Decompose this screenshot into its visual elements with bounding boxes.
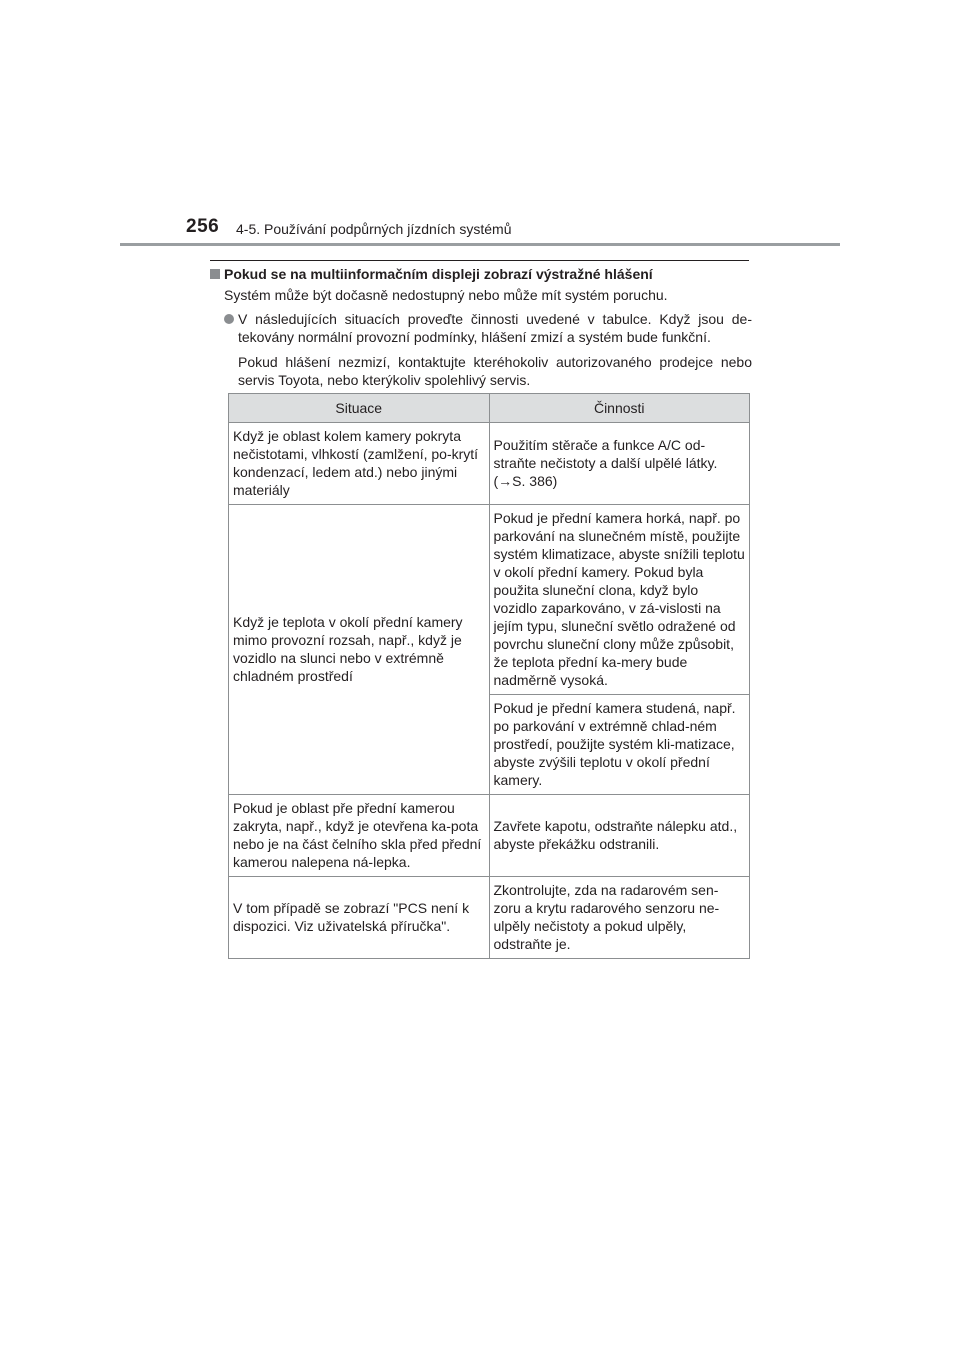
situation-action-table [228,393,750,959]
intro-text: Systém může být dočasně nedostupný nebo může mít systém poruchu. [224,287,668,303]
column-header-action: Činnosti [489,394,750,423]
table-row [229,423,750,505]
page-number: 256 [186,216,220,237]
square-bullet-icon [210,269,220,279]
section-heading [210,266,770,282]
situation-cell: Když je teplota v okolí přední kamery mimo provozní rozsah, např., když je vozidlo na slunci nebo v extrémně chladném prostředí [229,505,490,795]
section-heading-text: Pokud se na multiinformačním displeji zobrazí výstražné hlášení [224,266,653,282]
action-cell: Pokud je přední kamera studená, např. po parkování v extrémně chlad-ném prostředí, použijte systém kli-matizace, abyste zvýšili teplotu v okolí přední kamery. [489,695,750,795]
column-header-situation: Situace [229,394,490,423]
header-rule [120,243,840,246]
table-row [229,505,750,695]
action-cell: Použitím stěrače a funkce A/C od-straňte nečistoty a další ulpělé látky. (→S. 386) [489,423,750,505]
circle-bullet-icon [224,314,234,324]
chapter-title: 4-5. Používání podpůrných jízdních systémů [236,221,512,237]
situation-cell: Když je oblast kolem kamery pokryta nečistotami, vlhkostí (zamlžení, po-krytí kondenzací, ledem atd.) nebo jinými materiály [229,423,490,505]
bullet-followup-text: Pokud hlášení nezmizí, kontaktujte kteréhokoliv autorizovaného prodejce nebo servis Toyota, nebo kterýkoliv spolehlivý servis. [238,354,752,388]
action-cell: Zavřete kapotu, odstraňte nálepku atd., abyste překážku odstranili. [489,795,750,877]
bullet-block [224,310,752,389]
table-row [229,795,750,877]
section-rule [210,260,749,261]
table-row [229,877,750,959]
situation-cell: Pokud je oblast pře přední kamerou zakryta, např., když je otevřena ka-pota nebo je na část čelního skla před přední kamerou nalepena ná-lepka. [229,795,490,877]
bullet-text: V následujících situacích proveďte činnosti uvedené v tabulce. Když jsou de-tekovány normální provozní podmínky, hlášení zmizí a systém bude funkční. [238,311,752,345]
action-cell: Zkontrolujte, zda na radarovém sen-zoru a krytu radarového senzoru ne-ulpěly nečistoty a pokud ulpěly, odstraňte je. [489,877,750,959]
table-header-row [229,394,750,423]
situation-cell: V tom případě se zobrazí "PCS není k dispozici. Viz uživatelská příručka". [229,877,490,959]
action-cell: Pokud je přední kamera horká, např. po parkování na slunečném místě, použijte systém klimatizace, abyste snížili teplotu v okolí přední kamery. Pokud byla použita sluneční clona, když bylo vozidlo zaparkováno, v zá-vislosti na jejím typu, sluneční světlo odražené od povrchu sluneční clony může způsobit, že teplota přední ka-mery bude nadměrně vysoká. [489,505,750,695]
